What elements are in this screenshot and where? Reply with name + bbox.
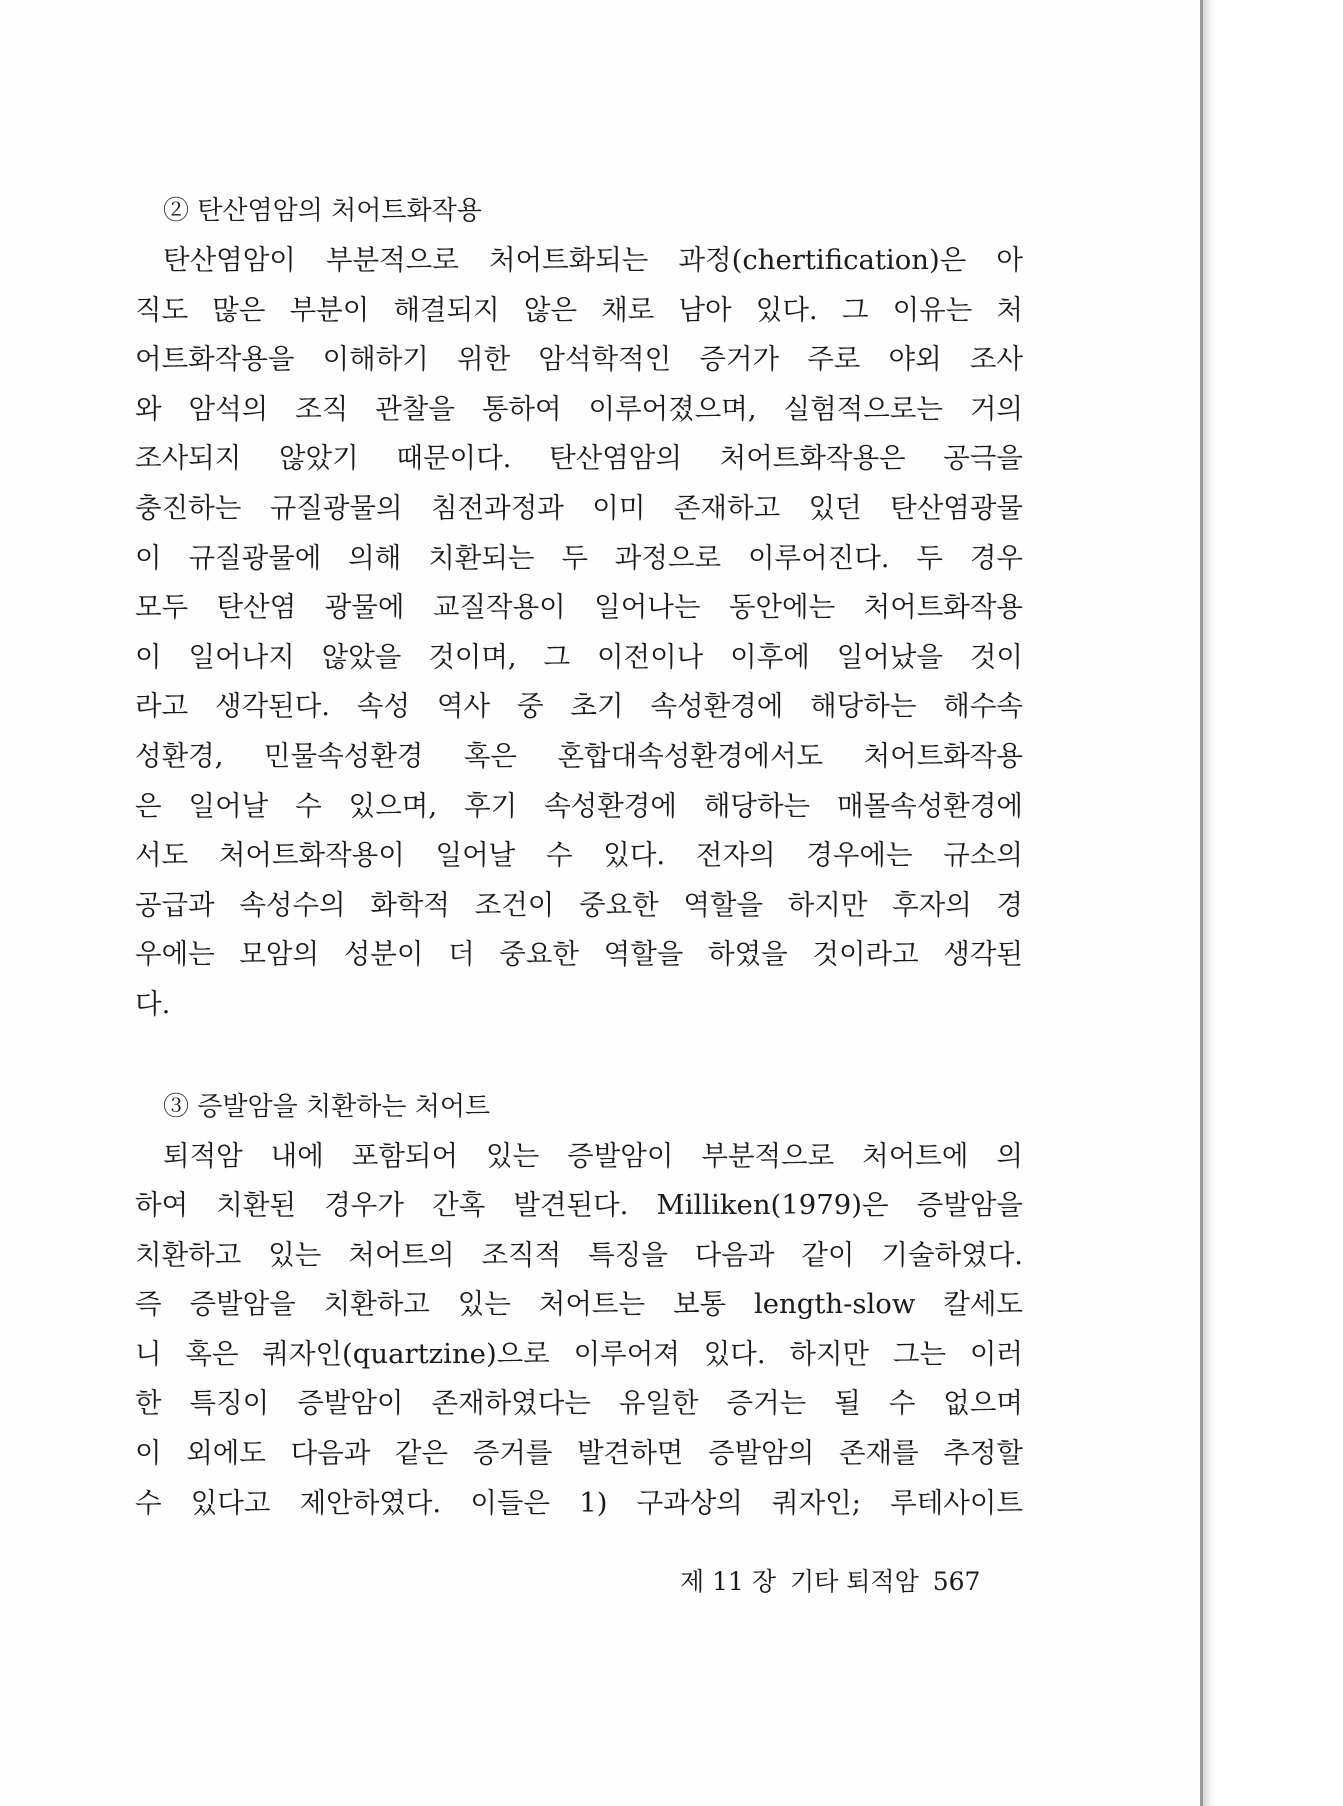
paragraph-line: 한 특징이 증발암이 존재하였다는 유일한 증거는 될 수 없으며	[135, 1387, 1023, 1420]
paragraph-line: 수 있다고 제안하였다. 이들은 1) 구과상의 쿼자인; 루테사이트	[135, 1486, 1023, 1519]
section-heading-evaporite-chert: ③ 증발암을 치환하는 처어트	[163, 1091, 491, 1122]
paragraph-line: 은 일어날 수 있으며, 후기 속성환경에 해당하는 매몰속성환경에	[135, 789, 1023, 822]
paragraph-line: 이 일어나지 않았을 것이며, 그 이전이나 이후에 일어났을 것이	[135, 640, 1023, 673]
paragraph-line: 우에는 모암의 성분이 더 중요한 역할을 하였을 것이라고 생각된	[135, 938, 1023, 971]
section-heading-carbonate-chertification: ② 탄산염암의 처어트화작용	[163, 196, 482, 226]
paragraph-line: 즉 증발암을 치환하고 있는 처어트는 보통 length-slow 칼세도	[135, 1288, 1023, 1321]
paragraph-line: 충진하는 규질광물의 침전과정과 이미 존재하고 있던 탄산염광물	[135, 491, 1023, 524]
paragraph-line: 모두 탄산염 광물에 교질작용이 일어나는 동안에는 처어트화작용	[135, 591, 1023, 624]
footer-chapter-title: 기타 퇴적암	[790, 1567, 919, 1596]
paragraph-carbonate-chertification	[135, 236, 1023, 1030]
running-footer	[680, 1562, 1000, 1602]
paragraph-line: 라고 생각된다. 속성 역사 중 초기 속성환경에 해당하는 해수속	[135, 690, 1023, 723]
paragraph-line: 니 혹은 쿼자인(quartzine)으로 이루어져 있다. 하지만 그는 이러	[135, 1337, 1023, 1370]
paragraph-line: 서도 처어트화작용이 일어날 수 있다. 전자의 경우에는 규소의	[135, 839, 1023, 872]
paragraph-line: 이 외에도 다음과 같은 증거를 발견하면 증발암의 존재를 추정할	[135, 1437, 1023, 1470]
page-number: 567	[932, 1567, 981, 1596]
footer-chapter: 제 11 장	[680, 1567, 777, 1596]
paragraph-line: 이 규질광물에 의해 치환되는 두 과정으로 이루어진다. 두 경우	[135, 541, 1023, 574]
paragraph-line: 탄산염암이 부분적으로 처어트화되는 과정(chertification)은 아	[163, 244, 1023, 276]
paragraph-line: 퇴적암 내에 포함되어 있는 증발암이 부분적으로 처어트에 의	[163, 1139, 1023, 1172]
page-body	[135, 186, 1023, 1528]
paragraph-line: 어트화작용을 이해하기 위한 암석학적인 증거가 주로 야외 조사	[135, 343, 1023, 376]
paragraph-line: 공급과 속성수의 화학적 조건이 중요한 역할을 하지만 후자의 경	[135, 888, 1023, 921]
paragraph-line: 와 암석의 조직 관찰을 통하여 이루어졌으며, 실험적으로는 거의	[135, 392, 1023, 425]
paragraph-line: 직도 많은 부분이 해결되지 않은 채로 남아 있다. 그 이유는 처	[135, 293, 1023, 326]
paragraph-line: 성환경, 민물속성환경 혹은 혼합대속성환경에서도 처어트화작용	[135, 739, 1023, 772]
page-edge-shadow	[1203, 0, 1215, 1806]
paragraph-line: 치환하고 있는 처어트의 조직적 특징을 다음과 같이 기술하였다.	[135, 1238, 1023, 1271]
paragraph-line: 조사되지 않았기 때문이다. 탄산염암의 처어트화작용은 공극을	[135, 442, 1023, 475]
section-spacer	[135, 1030, 1023, 1082]
paragraph-line: 하여 치환된 경우가 간혹 발견된다. Milliken(1979)은 증발암을	[135, 1189, 1023, 1222]
paragraph-line: 다.	[135, 987, 171, 1020]
paragraph-evaporite-chert	[135, 1132, 1023, 1529]
